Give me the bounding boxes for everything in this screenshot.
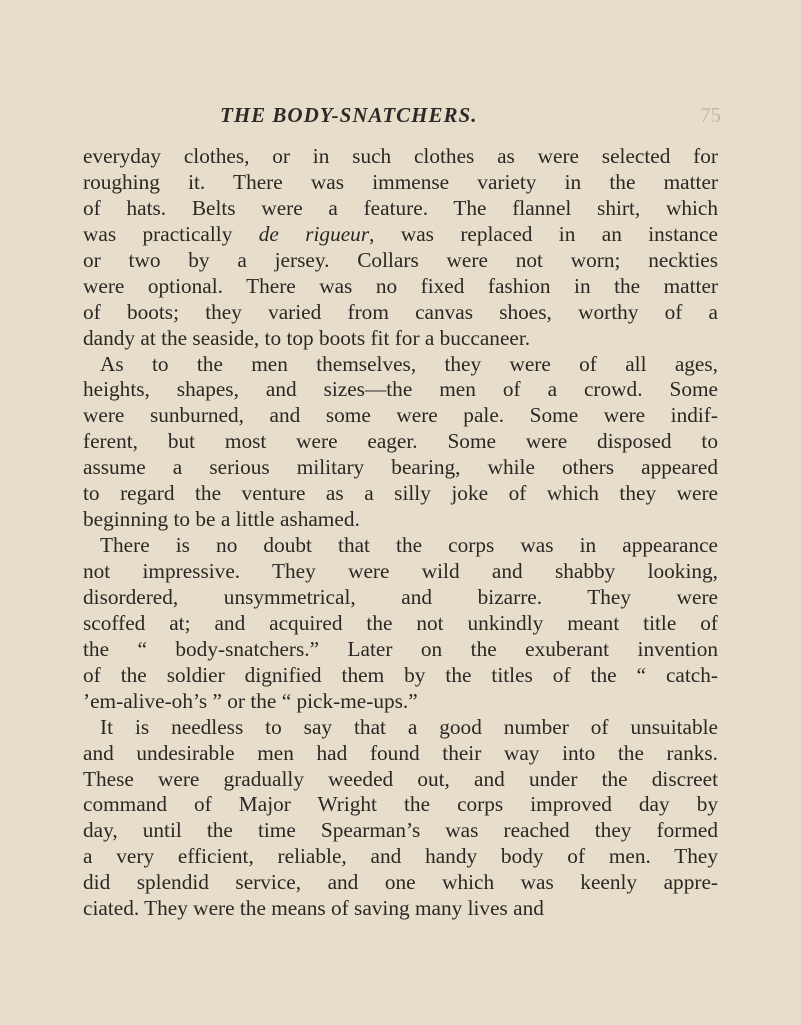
page-number: 75 <box>700 103 721 127</box>
text-line: did splendid service, and one which was keenly appre- <box>83 870 718 895</box>
text-line: everyday clothes, or in such clothes as were selected for <box>83 144 718 168</box>
text-line: disordered, unsymmetrical, and bizarre. They were <box>83 584 718 609</box>
text-line: not impressive. They were wild and shabby looking, <box>83 559 718 583</box>
text-line: were optional. There was no fixed fashion in the matter <box>83 273 718 298</box>
text-line-with-italic: was practically de rigueur, was replaced in an instance <box>83 221 719 246</box>
text-line: of the soldier dignified them by the titles of the “ catch- <box>83 662 718 687</box>
text-line: roughing it. There was immense variety in the matter <box>83 169 718 194</box>
running-title: THE BODY-SNATCHERS. <box>220 103 478 127</box>
text-line: beginning to be a little ashamed. <box>83 507 360 532</box>
text-line: ferent, but most were eager. Some were disposed to <box>83 429 718 454</box>
text-line: the “ body-snatchers.” Later on the exuberant invention <box>83 636 718 661</box>
text-line: or two by a jersey. Collars were not worn; neckties <box>83 247 718 272</box>
italic-phrase: de rigueur <box>258 221 370 246</box>
body-text <box>83 144 718 922</box>
text-line: There is no doubt that the corps was in appearance <box>100 533 718 558</box>
text-line: command of Major Wright the corps improved day by <box>83 792 718 817</box>
text-line: ’em-alive-oh’s ” or the “ pick-me-ups.” <box>83 688 418 713</box>
running-head <box>0 103 801 133</box>
text-line: of hats. Belts were a feature. The flannel shirt, which <box>83 195 718 220</box>
text-line: to regard the venture as a silly joke of which they were <box>83 481 718 506</box>
text-line: assume a serious military bearing, while others appeared <box>83 455 718 480</box>
text-line: ciated. They were the means of saving many lives and <box>83 896 544 921</box>
text-line: of boots; they varied from canvas shoes, worthy of a <box>83 299 718 324</box>
text-line: heights, shapes, and sizes—the men of a crowd. Some <box>83 377 718 402</box>
text-line: were sunburned, and some were pale. Some were indif- <box>83 403 718 428</box>
text-line: scoffed at; and acquired the not unkindly meant title of <box>83 610 718 635</box>
text-line: and undesirable men had found their way into the ranks. <box>83 740 718 765</box>
text-line: These were gradually weeded out, and under the discreet <box>83 766 718 791</box>
text-line: a very efficient, reliable, and handy body of men. They <box>83 844 718 869</box>
text-line: dandy at the seaside, to top boots fit for a buccaneer. <box>83 325 531 350</box>
text-line: day, until the time Spearman’s was reached they formed <box>83 818 718 843</box>
text-line: It is needless to say that a good number of unsuitable <box>100 714 718 739</box>
text-line: As to the men themselves, they were of all ages, <box>100 351 718 376</box>
